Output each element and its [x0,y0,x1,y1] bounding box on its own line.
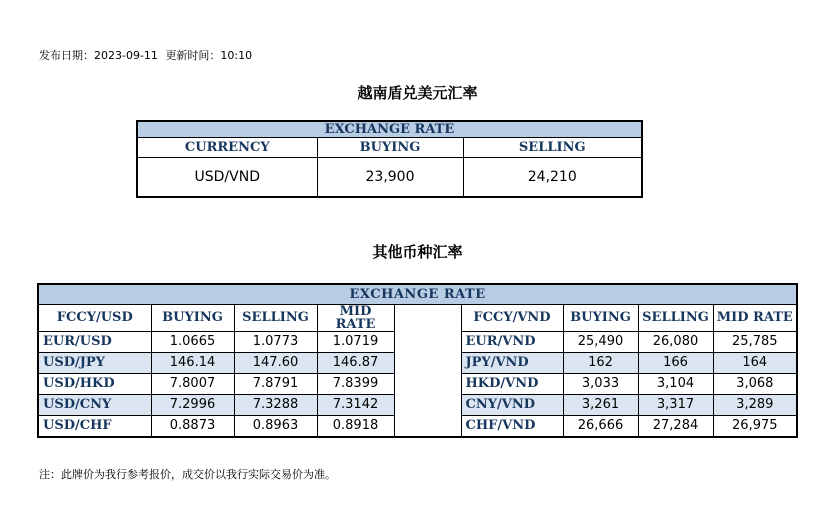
pair-cell: CHF/VND [461,415,563,437]
mid-rate-cell: 7.3142 [317,394,394,415]
buying-cell: 25,490 [563,331,638,352]
buying-cell: 3,033 [563,373,638,394]
pair-cell: EUR/VND [461,331,563,352]
buying-cell: 1.0665 [151,331,234,352]
buying-cell: 146.14 [151,352,234,373]
col-header-buying: BUYING [151,304,234,331]
mid-rate-cell: 26,975 [713,415,797,437]
pair-cell: USD/CHF [38,415,151,437]
col-header-fccy-usd: FCCY/USD [38,304,151,331]
col-header-mid-rate: MID RATE [713,304,797,331]
mid-rate-cell: 3,068 [713,373,797,394]
mid-rate-cell: 164 [713,352,797,373]
pair-cell: HKD/VND [461,373,563,394]
selling-cell: 7.3288 [234,394,317,415]
selling-cell: 3,317 [638,394,713,415]
mid-rate-cell: 3,289 [713,394,797,415]
publish-info [39,47,256,63]
pair-cell: USD/CNY [38,394,151,415]
currency-cell: USD/VND [137,157,317,197]
mid-rate-cell: 146.87 [317,352,394,373]
col-header-selling: SELLING [638,304,713,331]
buying-cell: 162 [563,352,638,373]
mid-rate-cell: 1.0719 [317,331,394,352]
selling-cell: 7.8791 [234,373,317,394]
buying-cell: 23,900 [317,157,463,197]
selling-cell: 24,210 [463,157,642,197]
selling-cell: 147.60 [234,352,317,373]
pair-cell: EUR/USD [38,331,151,352]
pair-cell: JPY/VND [461,352,563,373]
buying-cell: 7.8007 [151,373,234,394]
col-header-fccy-vnd: FCCY/VND [461,304,563,331]
selling-cell: 1.0773 [234,331,317,352]
pair-cell: USD/JPY [38,352,151,373]
update-time: 更新时间：10:10 [165,49,253,62]
selling-cell: 3,104 [638,373,713,394]
pair-cell: USD/HKD [38,373,151,394]
selling-cell: 0.8963 [234,415,317,437]
col-header-buying: BUYING [317,137,463,157]
buying-cell: 0.8873 [151,415,234,437]
disclaimer-note: 注：此牌价为我行参考报价，成交价以我行实际交易价为准。 [39,468,336,481]
col-header-buying: BUYING [563,304,638,331]
pair-cell: CNY/VND [461,394,563,415]
other-section-title: 其他币种汇率 [372,243,463,261]
publish-date: 发布日期：2023-09-11 [39,49,158,62]
other-currencies-rate-table [37,283,798,438]
usd-vnd-rate-table [136,120,643,198]
table-row [137,157,642,197]
exchange-rate-band: EXCHANGE RATE [38,284,797,304]
col-header-mid-rate: MID RATE [317,304,394,331]
usd-section-title: 越南盾兑美元汇率 [357,84,478,102]
buying-cell: 26,666 [563,415,638,437]
selling-cell: 26,080 [638,331,713,352]
col-header-selling: SELLING [463,137,642,157]
col-header-selling: SELLING [234,304,317,331]
mid-rate-cell: 25,785 [713,331,797,352]
col-header-currency: CURRENCY [137,137,317,157]
table-spacer [394,304,461,437]
buying-cell: 3,261 [563,394,638,415]
selling-cell: 166 [638,352,713,373]
mid-rate-cell: 0.8918 [317,415,394,437]
mid-rate-cell: 7.8399 [317,373,394,394]
exchange-rate-band: EXCHANGE RATE [137,121,642,137]
selling-cell: 27,284 [638,415,713,437]
buying-cell: 7.2996 [151,394,234,415]
